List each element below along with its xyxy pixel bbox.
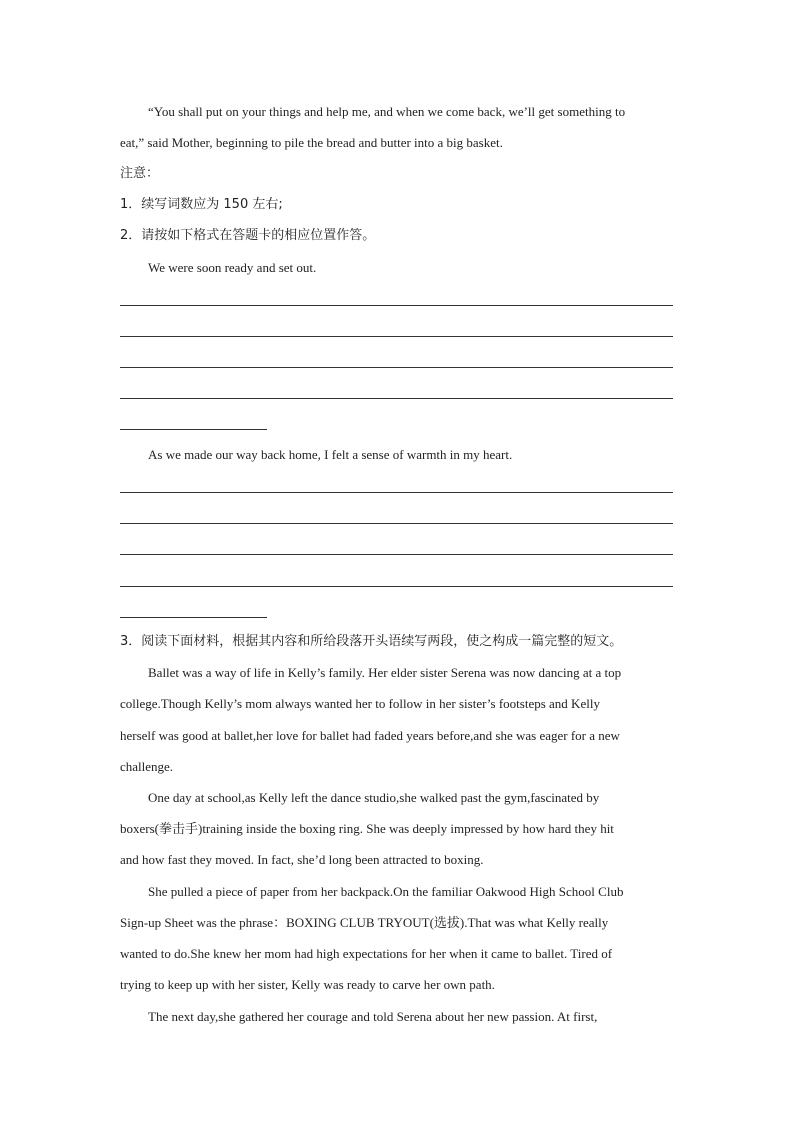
answer-line (120, 429, 267, 430)
answer-line (120, 586, 673, 587)
passage-line: and how fast they moved. In fact, she’d long been attracted to boxing. (120, 852, 484, 867)
answer-line (120, 492, 673, 493)
passage-line: trying to keep up with her sister, Kelly was ready to carve her own path. (120, 977, 495, 992)
note-item: 1．续写词数应为 150 左右; (120, 197, 283, 212)
paragraph-line: “You shall put on your things and help me, and when we come back, we’ll get something to (148, 104, 626, 119)
answer-line (120, 398, 673, 399)
paragraph-opening: As we made our way back home, I felt a sense of warmth in my heart. (148, 447, 513, 462)
passage-line: She pulled a piece of paper from her backpack.On the familiar Oakwood High School Club (148, 884, 624, 899)
answer-line (120, 367, 673, 368)
passage-line: One day at school,as Kelly left the dance studio,she walked past the gym,fascinated by (148, 790, 600, 805)
passage-line: boxers(拳击手)training inside the boxing ring. She was deeply impressed by how hard they hit (120, 821, 614, 836)
answer-line (120, 336, 673, 337)
passage-line: wanted to do.She knew her mom had high expectations for her when it came to ballet. Tired of (120, 946, 613, 961)
passage-line: herself was good at ballet,her love for ballet had faded years before,and she was eager for a new (120, 728, 620, 743)
note-item: 2．请按如下格式在答题卡的相应位置作答。 (120, 228, 376, 243)
passage-line: college.Though Kelly’s mom always wanted her to follow in her sister’s footsteps and Kelly (120, 696, 600, 711)
answer-line (120, 554, 673, 555)
passage-line: Ballet was a way of life in Kelly’s family. Her elder sister Serena was now dancing at a top (148, 665, 622, 680)
passage-line: The next day,she gathered her courage and told Serena about her new passion. At first, (148, 1009, 598, 1024)
passage-line: challenge. (120, 759, 174, 774)
paragraph-line: eat,” said Mother, beginning to pile the bread and butter into a big basket. (120, 135, 503, 150)
answer-line (120, 305, 673, 306)
passage-line: Sign-up Sheet was the phrase：BOXING CLUB TRYOUT(选拔).That was what Kelly really (120, 915, 609, 930)
note-label: 注意： (120, 166, 160, 181)
paragraph-opening: We were soon ready and set out. (148, 260, 317, 275)
question-instruction: 3．阅读下面材料，根据其内容和所给段落开头语续写两段，使之构成一篇完整的短文。 (120, 634, 623, 649)
answer-line (120, 617, 267, 618)
answer-line (120, 523, 673, 524)
